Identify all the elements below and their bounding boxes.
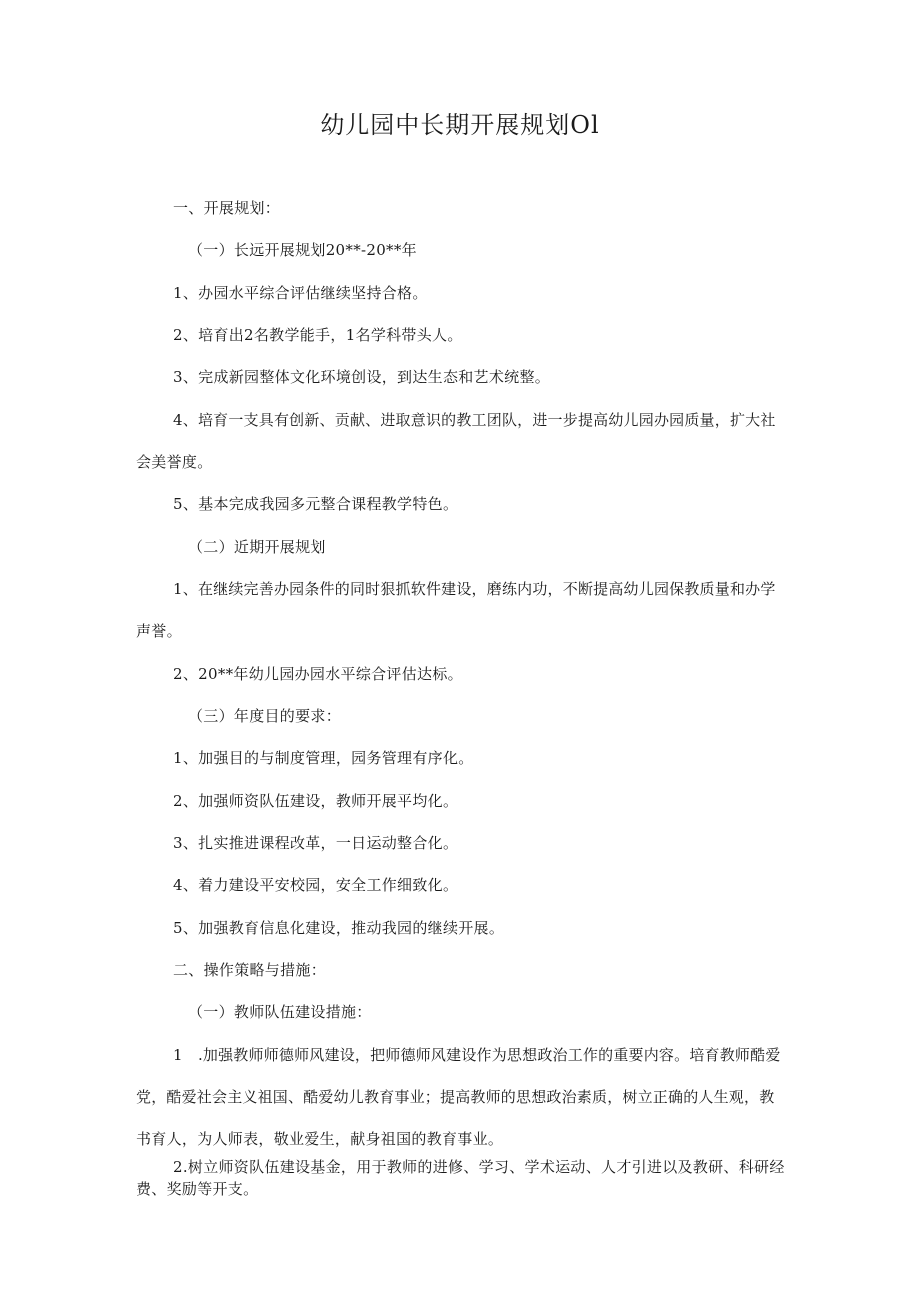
final-paragraph: 2.树立师资队伍建设基金，用于教师的进修、学习、学术运动、人才引进以及教研、科研经费、奖励等开支。 <box>136 1158 785 1198</box>
list-item: 1、办园水平综合评估继续坚持合格。 <box>173 284 428 302</box>
list-item-continuation: 声誉。 <box>136 622 182 640</box>
subsection-heading: （三）年度目的要求： <box>188 707 342 725</box>
list-item: 2、培育出2名教学能手，1名学科带头人。 <box>173 326 463 344</box>
list-item-continuation: 会美誉度。 <box>136 453 213 471</box>
list-item: 3、完成新园整体文化环境创设，到达生态和艺术统整。 <box>173 368 551 386</box>
list-item: 4、着力建设平安校园，安全工作细致化。 <box>173 876 459 894</box>
section-heading: 一、开展规划： <box>173 199 281 217</box>
list-item: 1 .加强教师师德师风建设，把师德师风建设作为思想政治工作的重要内容。培育教师酷爱 <box>173 1046 781 1064</box>
document-title: 幼儿园中长期开展规划Ol <box>320 111 600 139</box>
list-item: 2、20**年幼儿园办园水平综合评估达标。 <box>173 665 463 683</box>
subsection-heading: （一）教师队伍建设措施： <box>188 1003 372 1021</box>
subsection-heading: （二）近期开展规划 <box>188 538 326 556</box>
list-item: 5、加强教育信息化建设，推动我园的继续开展。 <box>173 919 505 937</box>
list-item: 3、扎实推进课程改革，一日运动整合化。 <box>173 834 459 852</box>
list-item: 2、加强师资队伍建设，教师开展平均化。 <box>173 792 459 810</box>
section-heading: 二、操作策略与措施： <box>173 961 327 979</box>
list-item-continuation: 书育人，为人师表，敬业爱生，献身祖国的教育事业。 <box>136 1130 504 1148</box>
list-item-continuation: 党，酷爱社会主义祖国、酷爱幼儿教育事业；提高教师的思想政治素质，树立正确的人生观，教 <box>136 1088 775 1106</box>
list-item: 5、基本完成我园多元整合课程教学特色。 <box>173 495 459 513</box>
list-item: 1、在继续完善办园条件的同时狠抓软件建设，磨练内功，不断提高幼儿园保教质量和办学 <box>173 580 776 598</box>
subsection-heading: （一）长远开展规划20**-20**年 <box>188 241 417 259</box>
list-item: 1、加强目的与制度管理，园务管理有序化。 <box>173 749 474 767</box>
list-item: 4、培育一支具有创新、贡献、进取意识的教工团队，进一步提高幼儿园办园质量，扩大社 <box>173 411 776 429</box>
